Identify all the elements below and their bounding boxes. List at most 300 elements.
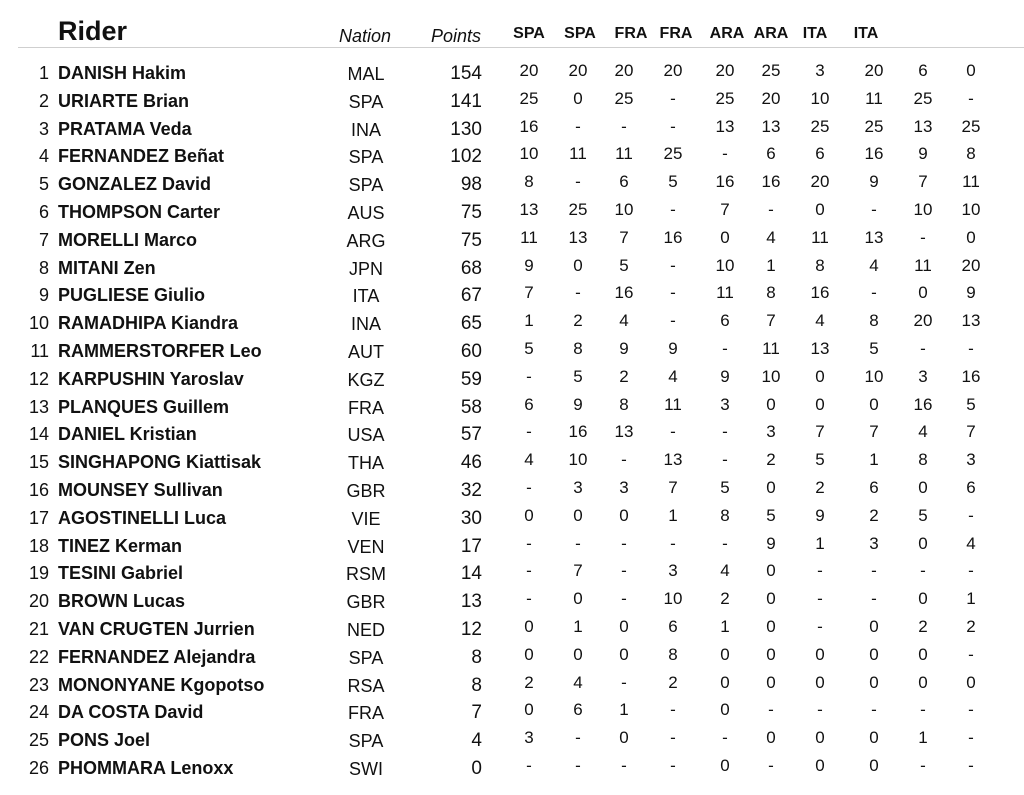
race-result: 0: [619, 728, 629, 748]
race-result: -: [670, 311, 676, 331]
race-result: 16: [961, 366, 981, 386]
rider-points: 60: [460, 340, 482, 362]
rider-points: 67: [460, 285, 482, 307]
race-result: 20: [864, 61, 884, 80]
rider-nation: SPA: [348, 175, 384, 196]
rider-points: 65: [460, 313, 482, 335]
race-result: -: [670, 199, 676, 219]
race-result: -: [968, 644, 974, 664]
race-result: -: [621, 450, 627, 470]
race-result: 7: [619, 227, 629, 247]
race-result: 13: [864, 227, 884, 247]
race-result: -: [871, 199, 877, 219]
race-result: 5: [918, 505, 928, 525]
table-row: [0, 448, 1024, 476]
table-row: [0, 281, 1024, 309]
rider-points: 13: [460, 591, 482, 613]
race-result: 7: [573, 561, 583, 581]
race-result: 0: [815, 199, 825, 219]
race-result: -: [920, 227, 926, 247]
race-result: -: [621, 533, 627, 553]
race-result: 8: [524, 172, 534, 192]
race-result: 9: [918, 144, 928, 164]
race-result: -: [817, 589, 823, 609]
rider-nation: SPA: [348, 731, 384, 752]
race-result: 6: [720, 311, 730, 331]
race-result: 4: [720, 561, 730, 581]
race-result: 1: [918, 728, 928, 748]
race-result: 0: [766, 589, 776, 609]
rider-points: 14: [460, 563, 482, 585]
rider-nation: AUT: [348, 341, 384, 362]
race-result: 5: [668, 172, 678, 192]
race-result: 13: [519, 199, 539, 219]
race-result: 4: [573, 672, 583, 692]
race-result: 6: [524, 394, 534, 414]
race-result: -: [968, 700, 974, 720]
race-result: 0: [720, 644, 730, 664]
rider-name: PUGLIESE Giulio: [58, 285, 206, 306]
rider-points: 8: [471, 646, 482, 668]
race-result: 10: [663, 589, 683, 609]
race-result: -: [526, 561, 532, 581]
race-result: 0: [918, 283, 928, 303]
race-result: 16: [568, 422, 588, 442]
race-result: 20: [913, 311, 933, 331]
race-result: 1: [869, 450, 879, 470]
rider-points: 141: [450, 90, 482, 112]
race-result: 2: [668, 672, 678, 692]
rider-position: 4: [38, 146, 49, 167]
race-result: 1: [720, 616, 730, 636]
race-result: 0: [869, 728, 879, 748]
race-result: 0: [918, 533, 928, 553]
table-row: [0, 587, 1024, 615]
table-row: [0, 420, 1024, 448]
race-result: 0: [766, 561, 776, 581]
rider-name: MONONYANE Kgopotso: [58, 674, 265, 695]
points-column-header: Points: [431, 26, 482, 46]
standings-table: [0, 59, 1024, 782]
rider-points: 32: [460, 479, 482, 501]
race-result: 3: [869, 533, 879, 553]
race-result: 0: [815, 755, 825, 775]
race-result: 0: [815, 366, 825, 386]
rider-position: 7: [38, 229, 49, 250]
race-result: 6: [966, 477, 976, 497]
race-result: -: [526, 477, 532, 497]
race-result: -: [670, 116, 676, 136]
race-result: -: [968, 88, 974, 108]
race-result: -: [722, 144, 728, 164]
table-header: [0, 0, 1024, 50]
race-result: 3: [918, 366, 928, 386]
rider-nation: THA: [348, 453, 384, 474]
rider-position: 26: [28, 757, 49, 778]
race-result: 11: [811, 227, 829, 247]
race-result: -: [670, 755, 676, 775]
rider-position: 22: [28, 646, 49, 667]
race-result: 13: [614, 422, 634, 442]
race-result: 0: [524, 644, 534, 664]
rider-name: DA COSTA David: [58, 702, 204, 723]
race-result: 16: [519, 116, 539, 136]
race-result: -: [575, 533, 581, 553]
rider-points: 7: [471, 702, 482, 724]
rider-position: 1: [38, 63, 49, 83]
table-row: [0, 559, 1024, 587]
rider-nation: INA: [350, 119, 381, 140]
race-result: 9: [619, 338, 629, 358]
race-result: -: [722, 728, 728, 748]
race-result: 5: [766, 505, 776, 525]
rider-position: 15: [28, 452, 49, 473]
race-result: -: [722, 422, 728, 442]
race-result: 5: [619, 255, 629, 275]
race-result: 6: [918, 61, 928, 80]
race-result: 6: [573, 700, 583, 720]
rider-name: URIARTE Brian: [58, 90, 190, 111]
rider-position: 20: [28, 591, 49, 612]
rider-position: 24: [28, 702, 49, 723]
race-result: 9: [668, 338, 678, 358]
race-result: 0: [815, 728, 825, 748]
race-result: 25: [568, 199, 588, 219]
race-result: 7: [918, 172, 928, 192]
table-row: [0, 726, 1024, 754]
race-result: 9: [869, 172, 879, 192]
race-result: 9: [966, 283, 976, 303]
race-result: 0: [918, 477, 928, 497]
race-result: 3: [573, 477, 583, 497]
race-result: 10: [715, 255, 735, 275]
race-result: -: [722, 533, 728, 553]
race-result: 7: [815, 422, 825, 442]
race-result: 0: [524, 616, 534, 636]
race-result: -: [968, 505, 974, 525]
rider-name: SINGHAPONG Kiattisak: [58, 452, 262, 473]
table-row: [0, 698, 1024, 726]
rider-column-header: Rider: [58, 16, 128, 46]
race-result: 2: [766, 450, 776, 470]
race-result: -: [817, 561, 823, 581]
rider-points: 0: [471, 757, 482, 779]
rider-name: PRATAMA Veda: [58, 118, 192, 139]
race-result: -: [670, 255, 676, 275]
race-result: -: [575, 755, 581, 775]
race-result: -: [621, 116, 627, 136]
rider-points: 4: [471, 730, 482, 752]
race-result: 0: [524, 700, 534, 720]
race-result: 0: [966, 672, 976, 692]
rider-nation: ARG: [346, 230, 386, 251]
race-result: 9: [815, 505, 825, 525]
race-result: 0: [619, 616, 629, 636]
race-result: -: [575, 728, 581, 748]
race-result: 0: [766, 394, 776, 414]
race-result: 0: [573, 88, 583, 108]
race-result: -: [670, 88, 676, 108]
race-result: 7: [966, 422, 976, 442]
rider-nation: SPA: [348, 647, 384, 668]
race-result: -: [621, 672, 627, 692]
race-result: 11: [914, 255, 932, 275]
race-column-header: SPA: [513, 25, 545, 42]
race-result: 4: [524, 450, 534, 470]
race-result: 5: [524, 338, 534, 358]
table-row: [0, 365, 1024, 393]
race-result: 6: [668, 616, 678, 636]
race-result: 0: [918, 644, 928, 664]
table-row: [0, 337, 1024, 365]
rider-nation: SWI: [349, 758, 383, 779]
race-result: -: [526, 533, 532, 553]
race-result: 0: [720, 755, 730, 775]
race-result: 10: [519, 144, 539, 164]
race-result: 0: [815, 644, 825, 664]
race-result: -: [871, 283, 877, 303]
race-result: 0: [573, 589, 583, 609]
race-result: 5: [573, 366, 583, 386]
race-result: 20: [810, 172, 830, 192]
rider-points: 75: [460, 229, 482, 251]
race-result: 4: [766, 227, 776, 247]
race-result: 25: [961, 116, 981, 136]
race-result: 0: [966, 227, 976, 247]
race-result: 11: [664, 394, 682, 414]
rider-position: 9: [38, 285, 49, 306]
table-row: [0, 476, 1024, 504]
rider-points: 130: [450, 118, 482, 140]
nation-column-header: Nation: [339, 26, 392, 46]
race-result: 9: [524, 255, 534, 275]
race-result: 8: [668, 644, 678, 664]
rider-nation: USA: [347, 425, 385, 446]
race-result: 13: [810, 338, 830, 358]
race-result: 0: [918, 672, 928, 692]
rider-nation: GBR: [346, 480, 386, 501]
rider-name: MORELLI Marco: [58, 229, 198, 250]
race-result: -: [871, 561, 877, 581]
rider-position: 16: [28, 479, 49, 500]
rider-points: 17: [460, 535, 482, 557]
race-result: 7: [869, 422, 879, 442]
race-result: 2: [720, 589, 730, 609]
race-result: 25: [614, 88, 634, 108]
table-row: [0, 170, 1024, 198]
table-row: [0, 254, 1024, 282]
race-result: -: [670, 283, 676, 303]
race-result: 0: [869, 755, 879, 775]
rider-name: RAMMERSTORFER Leo: [58, 340, 262, 361]
rider-nation: MAL: [347, 64, 385, 84]
race-result: -: [768, 700, 774, 720]
race-result: 16: [715, 172, 735, 192]
race-result: 7: [720, 199, 730, 219]
rider-nation: FRA: [348, 397, 384, 418]
race-result: 3: [720, 394, 730, 414]
race-result: 3: [766, 422, 776, 442]
race-result: 1: [524, 311, 534, 331]
race-result: 3: [619, 477, 629, 497]
race-result: 10: [761, 366, 781, 386]
rider-name: THOMPSON Carter: [58, 201, 221, 222]
rider-nation: SPA: [348, 91, 384, 112]
race-result: 5: [869, 338, 879, 358]
race-result: 25: [913, 88, 933, 108]
race-result: 3: [668, 561, 678, 581]
race-result: 6: [869, 477, 879, 497]
race-result: 20: [961, 255, 981, 275]
race-result: 25: [761, 61, 781, 80]
race-result: 2: [524, 672, 534, 692]
rider-position: 5: [38, 174, 49, 195]
race-result: 20: [761, 88, 781, 108]
rider-points: 57: [460, 424, 482, 446]
rider-name: PLANQUES Guillem: [58, 396, 230, 417]
rider-nation: AUS: [347, 202, 385, 223]
race-result: 0: [619, 505, 629, 525]
race-result: 9: [573, 394, 583, 414]
race-result: -: [670, 422, 676, 442]
race-result: 2: [966, 616, 976, 636]
race-result: 0: [918, 589, 928, 609]
race-result: 1: [815, 533, 825, 553]
race-result: 6: [619, 172, 629, 192]
table-row: [0, 615, 1024, 643]
race-result: 9: [766, 533, 776, 553]
race-result: 1: [573, 616, 583, 636]
table-row: [0, 532, 1024, 560]
race-result: 8: [966, 144, 976, 164]
rider-points: 12: [460, 618, 482, 640]
race-result: 0: [766, 644, 776, 664]
race-result: 4: [966, 533, 976, 553]
race-result: 8: [619, 394, 629, 414]
race-column-header: ARA: [753, 25, 789, 42]
race-result: -: [526, 366, 532, 386]
race-result: -: [670, 700, 676, 720]
table-row: [0, 87, 1024, 115]
race-result: -: [768, 199, 774, 219]
race-result: 3: [966, 450, 976, 470]
rider-position: 2: [38, 90, 49, 111]
table-row: [0, 142, 1024, 170]
race-result: -: [871, 700, 877, 720]
rider-nation: NED: [346, 619, 385, 640]
rider-name: KARPUSHIN Yaroslav: [58, 368, 244, 389]
race-result: -: [722, 338, 728, 358]
race-result: 0: [815, 394, 825, 414]
header-divider: [18, 47, 1024, 48]
race-result: -: [526, 422, 532, 442]
rider-points: 59: [460, 368, 482, 390]
rider-nation: SPA: [348, 147, 384, 168]
race-result: 7: [668, 477, 678, 497]
race-result: 13: [715, 116, 735, 136]
race-result: 1: [619, 700, 629, 720]
race-result: -: [526, 589, 532, 609]
race-result: -: [575, 172, 581, 192]
race-result: 0: [720, 227, 730, 247]
rider-name: PONS Joel: [58, 730, 151, 751]
race-result: 0: [573, 255, 583, 275]
rider-name: GONZALEZ David: [58, 174, 212, 195]
race-result: 11: [716, 283, 734, 303]
rider-nation: VIE: [351, 508, 381, 529]
rider-nation: GBR: [346, 592, 386, 613]
rider-name: VAN CRUGTEN Jurrien: [58, 618, 255, 639]
race-result: -: [670, 728, 676, 748]
table-row: [0, 309, 1024, 337]
race-result: 3: [524, 728, 534, 748]
race-result: 8: [573, 338, 583, 358]
race-result: 25: [519, 88, 539, 108]
race-result: 10: [614, 199, 634, 219]
race-result: 10: [961, 199, 981, 219]
race-result: 0: [766, 616, 776, 636]
rider-position: 12: [28, 368, 49, 389]
race-result: 4: [619, 311, 629, 331]
race-result: 10: [568, 450, 588, 470]
race-result: 11: [962, 172, 980, 192]
rider-points: 98: [460, 174, 482, 196]
rider-nation: INA: [350, 314, 381, 335]
race-result: 3: [815, 61, 825, 80]
race-result: -: [920, 338, 926, 358]
rider-position: 10: [28, 313, 49, 334]
race-result: -: [621, 561, 627, 581]
race-result: -: [968, 561, 974, 581]
rider-points: 75: [460, 201, 482, 223]
rider-points: 46: [460, 452, 482, 474]
rider-points: 30: [460, 507, 482, 529]
table-row: [0, 59, 1024, 87]
race-result: 7: [766, 311, 776, 331]
table-row: [0, 754, 1024, 782]
rider-position: 13: [28, 396, 49, 417]
race-result: 11: [520, 227, 538, 247]
rider-nation: RSA: [347, 675, 385, 696]
race-result: 2: [869, 505, 879, 525]
race-column-header: FRA: [614, 25, 648, 42]
rider-name: TESINI Gabriel: [58, 563, 184, 584]
race-result: 2: [918, 616, 928, 636]
table-row: [0, 643, 1024, 671]
race-result: 11: [762, 338, 780, 358]
rider-name: MOUNSEY Sullivan: [58, 479, 223, 500]
race-result: 4: [815, 311, 825, 331]
race-result: 5: [966, 394, 976, 414]
rider-points: 68: [460, 257, 482, 279]
race-result: 6: [766, 144, 776, 164]
race-result: -: [575, 116, 581, 136]
race-result: 5: [720, 477, 730, 497]
rider-name: DANISH Hakim: [58, 63, 187, 83]
race-result: -: [621, 589, 627, 609]
race-result: 8: [815, 255, 825, 275]
table-row: [0, 115, 1024, 143]
race-result: 13: [961, 311, 981, 331]
race-result: 0: [720, 700, 730, 720]
race-result: 0: [766, 728, 776, 748]
race-result: -: [575, 283, 581, 303]
race-result: 8: [766, 283, 776, 303]
table-row: [0, 671, 1024, 699]
race-result: 2: [573, 311, 583, 331]
rider-position: 8: [38, 257, 49, 278]
rider-position: 18: [28, 535, 49, 556]
